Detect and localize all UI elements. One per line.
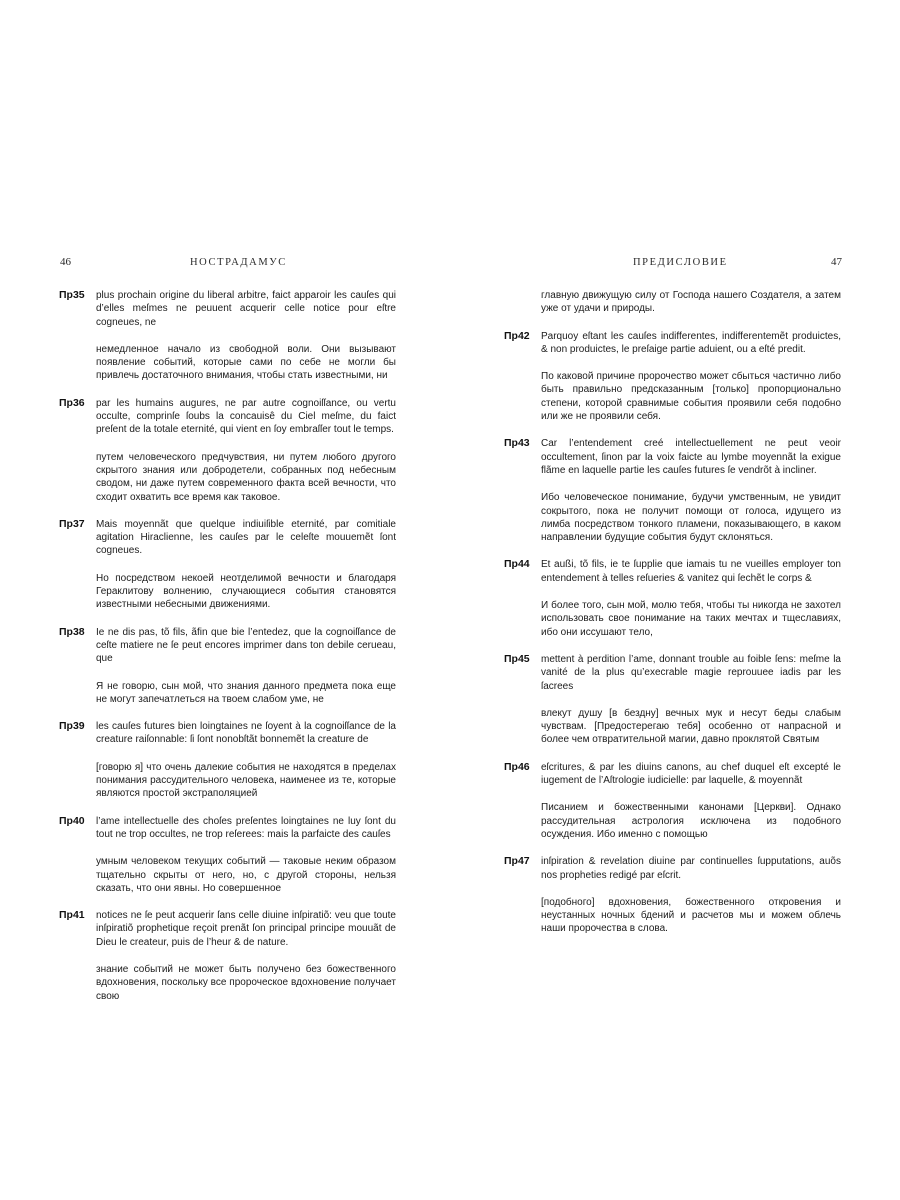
continuation-text: главную движущую силу от Господа нашего Создателя, а затем уже от удачи и природы. — [541, 290, 841, 315]
entry-label: Пр36 — [59, 396, 85, 409]
russian-text: путем человеческого предчувствия, ни путем любого другого скрытого знания или добродетели, собранных под небесным сводом, ни даже путем современного факта всей вечности, что сходит охватить все время как таковое. — [96, 451, 396, 503]
french-text: Mais moyennãt que quelque indiuiſible eternité, par comitiale agitation Hiraclienne, les cauſes par le celeſte mouuemẽt ſont cogneues. — [96, 518, 396, 557]
entry-label: Пр44 — [504, 558, 530, 571]
french-text: l’ame intellectuelle des choſes preſentes loingtaines ne luy ſont du tout ne trop occultes, ne trop reſerees: mais la parfaicte des cauſes — [96, 815, 396, 840]
french-text: plus prochain origine du liberal arbitre, faict apparoir les cauſes qui d’elles meſmes ne peuuent acquerir celle notice pour eſtre cogneues, ne — [96, 290, 396, 328]
russian-text: влекут душу [в бездну] вечных мук и несут беды слабым чувствам. [Предостерегаю тебя] особенно от напрасной и более чем отвратительной магии, давно проклятой Святым — [541, 707, 841, 746]
french-text: Et außi, tõ fils, ie te ſupplie que iamais tu ne vueilles employer ton entendement à telles reſueries & vanitez qui ſechẽt le corps & — [541, 559, 841, 584]
entry-pr46 — [504, 760, 841, 841]
entry-pr42 — [504, 329, 841, 424]
russian-text: умным человеком текущих событий — таковые неким образом тщательно скрыты от него, но, с другой стороны, нельзя сказать, что они явны. Но совершенное — [96, 856, 396, 894]
russian-text: [говорю я] что очень далекие события не находятся в пределах понимания рассудительного человека, наименее из те, которые являются простой экстраполяцией — [96, 761, 396, 800]
page-number-right: 47 — [831, 256, 842, 268]
russian-text: Я не говорю, сын мой, что знания данного предмета пока еще не могут запечатлеться на твоем слабом уме, не — [96, 680, 396, 705]
entry-pr40 — [59, 814, 396, 895]
french-text: Car l’entendement creé intellectuellement ne peut veoir occultement, ſinon par la voix faicte au lymbe moyennãt la exigue flãme en laquelle partie les cauſes futures ſe vendrõt à incliner. — [541, 438, 841, 476]
french-text: par les humains augures, ne par autre cognoiſſance, ou vertu occulte, comprinſe ſoubs la concauisê du Ciel meſme, du faict preſent de la totale eternité, qui vient en ſoy embraſſer tout le temps. — [96, 397, 396, 436]
entry-pr38 — [59, 625, 396, 706]
russian-text: Писанием и божественными канонами [Церкви]. Однако рассудительная астрология исключена из подобного осуждения. Ибо именно с помощью — [541, 802, 841, 840]
entry-label: Пр45 — [504, 652, 530, 665]
french-text: eſcritures, & par les diuins canons, au chef duquel eſt excepté le iugement de l’Aſtrologie iudicielle: par laquelle, & moyennãt — [541, 761, 841, 787]
french-text: Ie ne dis pas, tõ fils, ãfin que bie l’entedez, que la cognoiſſance de ceſte matiere ne ſe peut encores imprimer dans ton debile cerueau, que — [96, 626, 396, 665]
entry-label: Пр42 — [504, 329, 530, 342]
russian-text: Ибо человеческое понимание, будучи умственным, не увидит сокрытого, пока не получит помощи от голоса, идущего из лимба посредством тонкого пламени, показывающего, в каком направлении будущие события будут склоняться. — [541, 492, 841, 544]
russian-text: Но посредством некоей неотделимой вечности и благодаря Гераклитову волнению, случающиеся события становятся известными небесными движениями. — [96, 572, 396, 611]
page-number-left: 46 — [60, 256, 71, 268]
entry-label: Пр43 — [504, 437, 530, 450]
right-entries — [504, 289, 841, 936]
french-text: mettent à perdition l’ame, donnant trouble au foible ſens: meſme la vanité de la plus qu’execrable magie reprouuee iadis par les ſacrees — [541, 653, 841, 692]
entry-pr44 — [504, 558, 841, 638]
entry-pr45 — [504, 652, 841, 747]
russian-text: [подобного] вдохновения, божественного откровения и неустанных ночных бдений и расчетов мы и можем облечь наши пророчества в слова. — [541, 896, 841, 935]
entry-label: Пр37 — [59, 517, 85, 530]
right-page — [450, 0, 900, 1200]
running-head-left: НОСТРАДАМУС — [190, 257, 287, 268]
french-text: notices ne ſe peut acquerir ſans celle diuine inſpiratiõ: veu que toute inſpiratiõ prophetique reçoit prenãt ſon principal principe mouuãt de Dieu le createur, puis de l’heur & de nature. — [96, 910, 396, 948]
entry-pr43 — [504, 437, 841, 544]
french-text: Parquoy eſtant les cauſes indifferentes, indifferentemẽt produictes, & non produictes, le preſaige partie aduient, ou a eſté predit. — [541, 330, 841, 355]
entry-label: Пр46 — [504, 760, 530, 773]
entry-label: Пр47 — [504, 855, 530, 868]
russian-text: знание событий не может быть получено без божественного вдохновения, поскольку все пророческое вдохновение получает свою — [96, 963, 396, 1002]
entry-label: Пр39 — [59, 720, 85, 733]
entry-label: Пр38 — [59, 625, 85, 638]
russian-text: По каковой причине пророчество может сбыться частично либо быть правильно предсказанным [только] пропорционально степени, которой сравнимые события проявили себя подобно или же не проявили себя. — [541, 371, 841, 423]
entry-pr47 — [504, 855, 841, 935]
entry-label: Пр40 — [59, 814, 85, 827]
entry-pr37 — [59, 517, 396, 612]
entry-pr36 — [59, 396, 396, 504]
left-entries — [59, 289, 396, 1003]
entry-label: Пр41 — [59, 909, 85, 922]
running-head-right: ПРЕДИСЛОВИЕ — [633, 257, 728, 268]
russian-text: И более того, сын мой, молю тебя, чтобы ты никогда не захотел использовать свое понимание на таких мечтах и тщеславиях, ибо они иссушают тело, — [541, 600, 841, 638]
entry-label: Пр35 — [59, 289, 85, 301]
russian-text: немедленное начало из свободной воли. Они вызывают появление событий, которые сами по себе не могли бы привлечь достаточного внимания, чтобы стать известными, ни — [96, 343, 396, 382]
entry-pr41 — [59, 909, 396, 1003]
entry-pr35 — [59, 289, 396, 383]
french-text: les cauſes futures bien loingtaines ne ſoyent à la cognoiſſance de la creature raiſonnable: ſi ſont nonobſtãt bonnemẽt la creature de — [96, 721, 396, 746]
entry-pr39 — [59, 720, 396, 800]
french-text: inſpiration & revelation diuine par continuelles ſupputations, auõs nos propheties redigé par eſcrit. — [541, 856, 841, 881]
